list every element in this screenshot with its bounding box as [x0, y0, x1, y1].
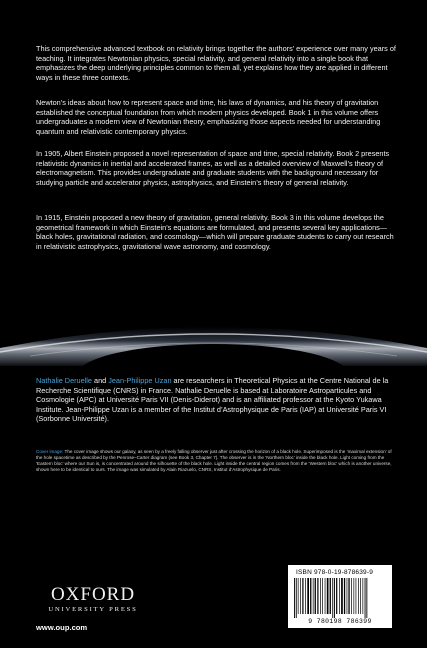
barcode-bar: [317, 578, 318, 614]
barcode-bar: [347, 578, 348, 614]
barcode-bar: [315, 578, 316, 614]
author-and: and: [91, 376, 109, 385]
author-name-2: Jean-Philippe Uzan: [108, 376, 172, 385]
barcode-bar: [358, 578, 359, 614]
description-paragraph-2: Newton’s ideas about how to represent space and time, his laws of dynamics, and his theory of gravitation established the conceptual foundation from which modern physics developed. Book 1 in this volume offers undergraduates a modern view of Newtonian theory, emphasizing those aspects needed for understanding quantum and relativistic contemporary physics.: [36, 98, 381, 136]
barcode-bar: [351, 578, 352, 614]
author-bio-text: are researchers in Theoretical Physics at the Centre National de la Recherche Scientifique (CNRS) in France. Nathalie Deruelle is based at Laboratoire Astroparticules and Cosmologie (APC) at Université Paris VII (Denis-Diderot) and is an affiliated professor at the Kyoto Yukawa Institute. Jean-Philippe Uzan is a member of the Institut d’Astrophysique de Paris (IAP) at Université Paris VI (Sorbonne Université).: [36, 376, 389, 424]
barcode-number: 9 780198 786399: [308, 618, 372, 625]
barcode-bar: [307, 578, 309, 614]
barcode-bar: [366, 578, 367, 618]
barcode: [293, 578, 387, 618]
barcode-bar: [327, 578, 329, 614]
barcode-bar: [322, 578, 323, 614]
barcode-bar: [296, 578, 297, 618]
cover-image-caption: [36, 449, 398, 473]
caption-label: Cover image:: [36, 449, 64, 454]
publisher-url[interactable]: www.oup.com: [36, 623, 88, 632]
barcode-bar: [305, 578, 306, 614]
description-paragraph-1: This comprehensive advanced textbook on relativity brings together the authors’ experience over many years of teaching. It integrates Newtonian physics, special relativity, and general relativity into a single book that emphasizes the deep underlying principles common to them all, yet explains how they are applied in different ways in these three contexts.: [36, 44, 396, 82]
author-bio: [36, 376, 398, 424]
barcode-bar: [330, 578, 331, 614]
barcode-bar: [310, 578, 311, 614]
description-paragraph-4: In 1915, Einstein proposed a new theory of gravitation, general relativity. Book 3 in this volume develops the geometrical framework in which Einstein’s equations are formulated, and presents several key applications—black holes, gravitational radiation, and cosmology—which will prepare graduate students to carry out research in relativistic astrophysics, gravitational wave astronomy, and cosmology.: [36, 213, 394, 251]
barcode-bar: [332, 578, 333, 618]
publisher-logo: [37, 585, 149, 613]
barcode-bar: [302, 578, 303, 614]
barcode-bar: [363, 578, 364, 614]
author-name-1: Nathalie Deruelle: [36, 376, 92, 385]
barcode-bar: [298, 578, 299, 614]
barcode-bar: [325, 578, 326, 614]
barcode-bar: [354, 578, 355, 614]
barcode-bar: [360, 578, 361, 614]
barcode-bar: [300, 578, 301, 614]
barcode-bar: [339, 578, 340, 614]
publisher-press: UNIVERSITY PRESS: [48, 606, 138, 613]
isbn-barcode-box: [288, 565, 392, 628]
barcode-bar: [313, 578, 314, 614]
barcode-bar: [294, 578, 295, 618]
barcode-bar: [336, 578, 337, 614]
barcode-bar: [356, 578, 357, 614]
barcode-bar: [334, 578, 335, 618]
barcode-bar: [320, 578, 321, 614]
description-paragraph-3: In 1905, Albert Einstein proposed a novel representation of space and time, special relativity. Book 2 presents relativistic dynamics in inertial and accelerated frames, as well as a detailed overview of Maxwell’s theory of electromagnetism. This provides undergraduate and graduate students with the background necessary for studying particle and accelerator physics, astrophysics, and Einstein’s theory of general relativity.: [36, 149, 390, 187]
barcode-bar: [365, 578, 366, 618]
barcode-bar: [348, 578, 349, 614]
barcode-bar: [344, 578, 345, 614]
caption-text: The cover image shows our galaxy, as seen by a freely falling observer just after crossing the horizon of a black hole. Superimposed is the ‘maximal extension’ of the hole spacetime as described by the Penrose–Carter diagram (see Book 3, Chapter 7). The observer is in the ‘Northern bloc’ inside the black hole. Light coming from the ‘Eastern bloc’ where our Sun is, is concentrated around the silhouette of the black hole. Light inside the central region comes from the ‘Western bloc’ which is another universe, shown here to be identical to ours. The image was simulated by Alain Riazuelo, CNRS, Institut d’Astrophysique de Paris.: [36, 449, 392, 472]
barcode-bar: [341, 578, 343, 614]
publisher-name: OXFORD: [50, 584, 136, 605]
isbn-label: ISBN 978-0-19-878639-9: [296, 569, 374, 576]
black-hole-cover-image: [0, 286, 427, 366]
